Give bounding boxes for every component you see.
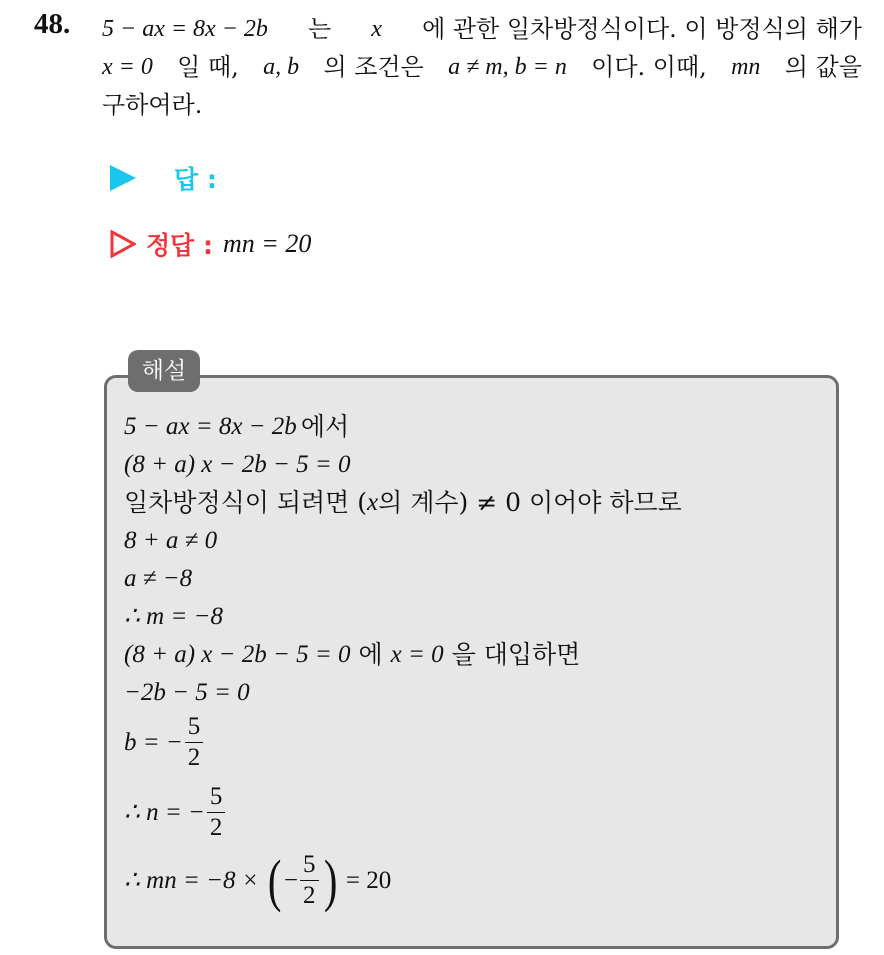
solution-line-6: ∴ m = −8 xyxy=(124,603,223,630)
solution-line-8: −2b − 5 = 0 xyxy=(124,679,250,706)
fraction-denominator: 2 xyxy=(185,742,204,773)
solution-line-11 xyxy=(124,847,392,913)
question-variable: x xyxy=(371,16,382,42)
fraction xyxy=(300,850,319,911)
fraction xyxy=(207,782,226,843)
question-text-fragment: 의 조건은 xyxy=(323,53,424,81)
question-target: mn xyxy=(731,54,761,80)
question-line-1-rest: 에 관한 일차방정식이다. 이 방정식의 해가 xyxy=(422,15,862,43)
question-text-fragment: 이다. 이때, xyxy=(591,53,707,81)
question-line-2 xyxy=(102,48,862,86)
solution-equation: ∴ mn = −8 × xyxy=(124,866,259,894)
fraction-numerator: 5 xyxy=(303,851,316,878)
question-conditions: a ≠ m, b = n xyxy=(448,54,567,80)
question-particle: 는 xyxy=(308,15,332,43)
play-triangle-icon xyxy=(110,165,136,191)
answer-blank-label: 답 : xyxy=(174,165,217,194)
answer-correct-row xyxy=(110,226,311,262)
solution-equation: b = − xyxy=(124,728,183,756)
solution-line-2: (8 + a) x − 2b − 5 = 0 xyxy=(124,451,351,478)
fraction-numerator: 5 xyxy=(187,713,201,740)
question-line-3: 구하여라. xyxy=(102,91,203,119)
fraction-numerator: 5 xyxy=(209,783,223,810)
solution-line-7 xyxy=(124,638,580,672)
solution-line-3 xyxy=(124,486,682,520)
question-variables: a, b xyxy=(263,54,300,80)
solution-line-10 xyxy=(124,782,227,843)
question-line-1 xyxy=(102,10,862,48)
fraction-denominator: 2 xyxy=(207,812,226,843)
question-equation: 5 − ax = 8x − 2b xyxy=(102,16,268,42)
question-text xyxy=(102,10,862,124)
solution-text: 에서 xyxy=(300,412,350,441)
solution-minus: − xyxy=(283,866,299,894)
outline-triangle-icon xyxy=(110,230,136,258)
solution-substitution: x = 0 xyxy=(390,641,444,668)
answer-correct-label: 정답 : xyxy=(146,231,214,260)
answer-correct-value: mn = 20 xyxy=(223,229,312,258)
solution-equation: (8 + a) x − 2b − 5 = 0 xyxy=(124,641,351,668)
solution-line-1 xyxy=(124,410,349,444)
solution-result: = 20 xyxy=(345,866,392,894)
question-number: 48. xyxy=(34,8,71,40)
solution-equation: 5 − ax = 8x − 2b xyxy=(124,413,297,440)
solution-line-4: 8 + a ≠ 0 xyxy=(124,527,218,554)
question-text-fragment: 일 때, xyxy=(177,53,239,81)
answer-blank-row xyxy=(110,160,217,196)
solution-variable: x xyxy=(367,489,379,516)
solution-text: 일차방정식이 되려면 ( xyxy=(124,488,367,517)
fraction xyxy=(185,712,204,773)
fraction-denominator: 2 xyxy=(300,880,319,911)
solution-line-9 xyxy=(124,712,205,773)
solution-equation: ∴ n = − xyxy=(124,798,205,826)
solution-text: 에 xyxy=(358,640,383,669)
solution-tab: 해설 xyxy=(128,350,200,392)
solution-text: 의 계수) ≠ 0 이어야 하므로 xyxy=(378,488,682,517)
question-text-fragment: 의 값을 xyxy=(784,53,862,81)
right-paren: ) xyxy=(323,847,337,913)
solution-text: 을 대입하면 xyxy=(451,640,581,669)
question-solution-condition: x = 0 xyxy=(102,54,153,80)
solution-line-5: a ≠ −8 xyxy=(124,565,193,592)
left-paren: ( xyxy=(267,847,282,913)
